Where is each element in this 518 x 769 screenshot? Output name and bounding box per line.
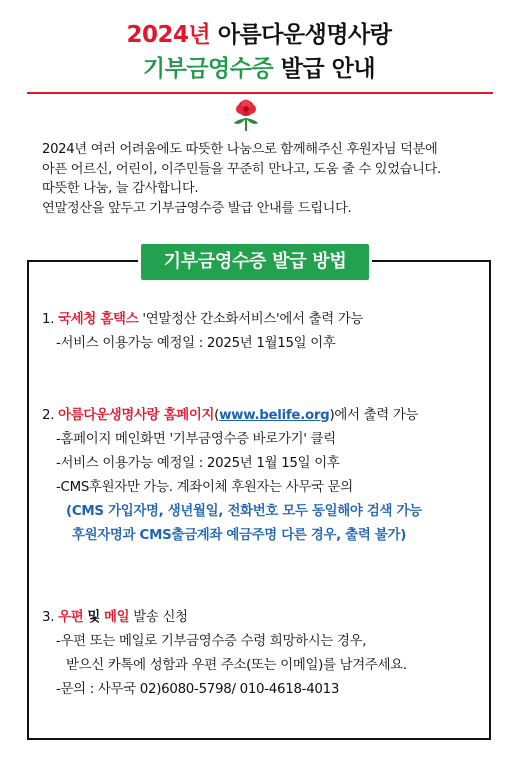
section2-line-3: -CMS후원자만 가능. 계좌이체 후원자는 사무국 문의: [56, 480, 353, 495]
section2-note-2: 후원자명과 CMS출금계좌 예금주명 다른 경우, 출력 불가): [72, 528, 407, 543]
section3-mail: 메일: [104, 610, 130, 625]
section-homepage: [42, 404, 492, 548]
homepage-link[interactable]: www.belife.org: [219, 408, 330, 423]
section3-line-3: -문의 : 사무국 02)6080-5798/ 010-4618-4013: [56, 682, 340, 697]
section1-name: 국세청 홈택스: [58, 312, 139, 327]
section2-name: 아름다운생명사랑 홈페이지: [58, 408, 215, 423]
section3-line-2: 받으신 카톡에 성함과 우편 주소(또는 이메일)를 남겨주세요.: [66, 658, 407, 673]
title-year: 2024년: [126, 22, 211, 48]
title-receipt: 기부금영수증: [142, 56, 274, 82]
page-title-line2: [0, 54, 518, 84]
section2-rest: )에서 출력 가능: [329, 408, 419, 423]
page-title-line1: [0, 20, 518, 50]
red-camellia-flower-icon: [231, 98, 261, 132]
section3-and: 및: [87, 610, 101, 625]
section2-line-1: -홈페이지 메인화면 '기부금영수증 바로가기' 클릭: [56, 432, 336, 447]
intro-line-2: 아픈 어르신, 어린이, 이주민들을 꾸준히 만나고, 도움 줄 수 있었습니다.: [42, 161, 441, 177]
method-badge: 기부금영수증 발급 방법: [141, 244, 369, 280]
section2-paren-open: (: [214, 408, 220, 423]
section-hometax: [42, 308, 492, 356]
section2-number: 2.: [42, 408, 55, 423]
title-org: 아름다운생명사랑: [217, 22, 392, 48]
section3-number: 3.: [42, 610, 55, 625]
section1-number: 1.: [42, 312, 55, 327]
intro-paragraph: [42, 140, 492, 218]
section1-heading: [42, 308, 492, 332]
section3-post: 우편: [58, 610, 84, 625]
section-mail: [42, 606, 492, 702]
section3-heading: [42, 606, 492, 630]
section2-note-1: (CMS 가입자명, 생년월일, 전화번호 모두 동일해야 검색 가능: [66, 504, 422, 519]
intro-line-4: 연말정산을 앞두고 기부금영수증 발급 안내를 드립니다.: [42, 200, 352, 216]
section2-heading: [42, 404, 492, 428]
title-divider: [27, 92, 493, 94]
intro-line-1: 2024년 여러 어려움에도 따뜻한 나눔으로 함께해주신 후원자님 덕분에: [42, 142, 438, 157]
section2-line-2: -서비스 이용가능 예정일 : 2025년 1월 15일 이후: [56, 456, 340, 471]
section1-line-1: -서비스 이용가능 예정일 : 2025년 1월15일 이후: [56, 336, 336, 351]
section1-rest: '연말정산 간소화서비스'에서 출력 가능: [142, 312, 364, 327]
title-rest: 발급 안내: [280, 56, 376, 82]
section3-line-1: -우편 또는 메일로 기부금영수증 수령 희망하시는 경우,: [56, 634, 367, 649]
intro-line-3: 따뜻한 나눔, 늘 감사합니다.: [42, 181, 199, 196]
section3-rest: 발송 신청: [133, 610, 188, 625]
